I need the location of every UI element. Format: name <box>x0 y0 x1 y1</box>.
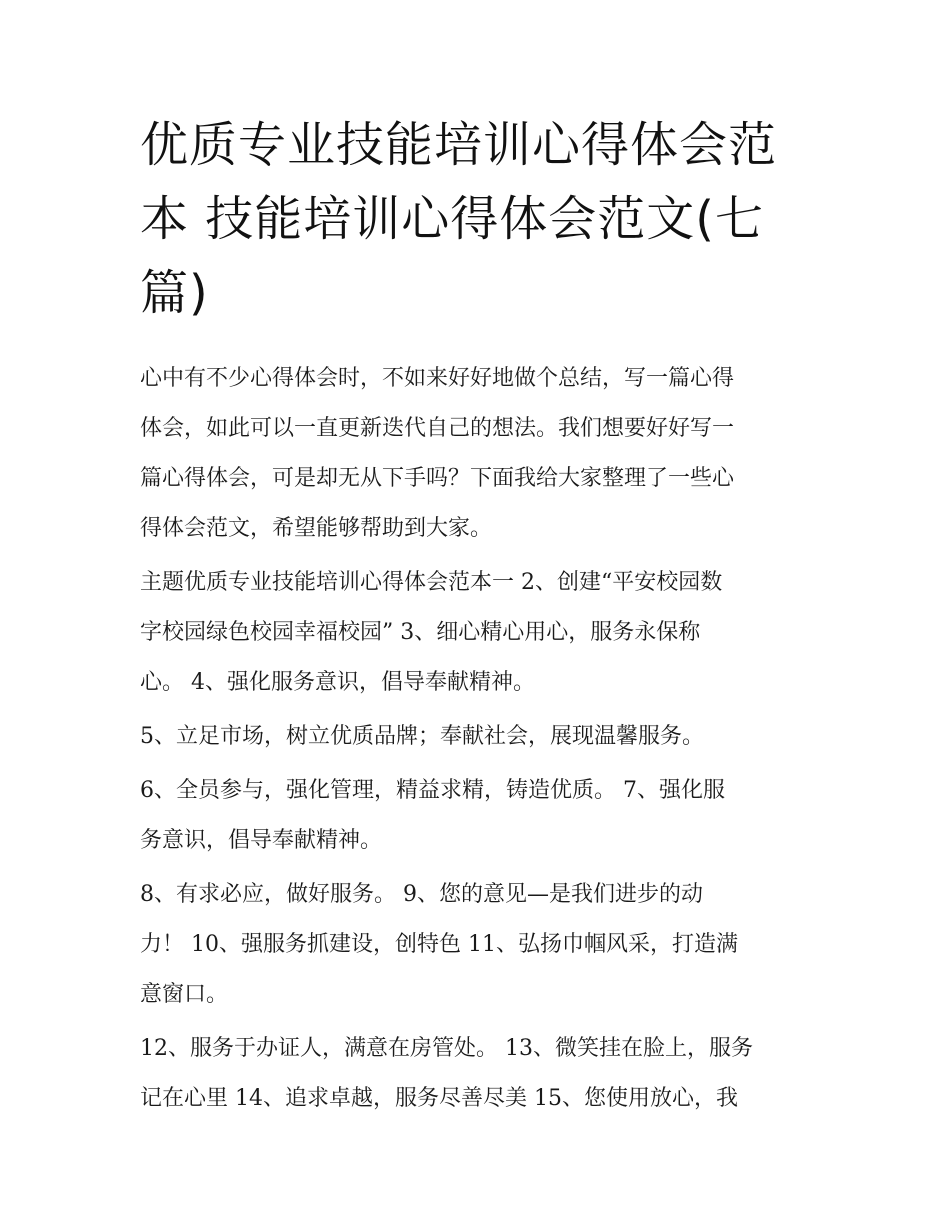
text-line: 心中有不少心得体会时，不如来好好地做个总结，写一篇心得 <box>140 366 735 391</box>
paragraph-slogans-1 <box>140 558 820 708</box>
paragraph-slogans-2 <box>140 712 820 762</box>
text-line: 8、有求必应，做好服务。 9、您的意见—是我们进步的动 <box>140 882 703 907</box>
text-line: 12、服务于办证人，满意在房管处。 13、微笑挂在脸上，服务 <box>140 1036 753 1061</box>
paragraph-slogans-3 <box>140 766 820 866</box>
text-line: 体会，如此可以一直更新迭代自己的想法。我们想要好好写一 <box>140 416 735 441</box>
title-line: 优质专业技能培训心得体会范 <box>140 117 778 173</box>
paragraph-slogans-5 <box>140 1024 820 1124</box>
text-line: 主题优质专业技能培训心得体会范本一 2、创建“平安校园数 <box>140 570 723 595</box>
text-line: 得体会范文，希望能够帮助到大家。 <box>140 516 493 541</box>
paragraph-intro <box>140 354 820 554</box>
text-line: 记在心里 14、追求卓越，服务尽善尽美 15、您使用放心，我 <box>140 1086 738 1111</box>
title-line: 本 技能培训心得体会范文(七 <box>140 191 764 247</box>
text-line: 篇心得体会，可是却无从下手吗？下面我给大家整理了一些心 <box>140 466 735 491</box>
document-title <box>140 108 820 330</box>
title-line: 篇) <box>140 265 209 321</box>
text-line: 5、立足市场，树立优质品牌；奉献社会，展现温馨服务。 <box>140 724 704 749</box>
text-line: 心。 4、强化服务意识，倡导奉献精神。 <box>140 670 535 695</box>
text-line: 力！ 10、强服务抓建设，创特色 11、弘扬巾帼风采，打造满 <box>140 932 738 957</box>
document-page <box>140 108 820 1128</box>
document-body <box>140 354 820 1124</box>
paragraph-slogans-4 <box>140 870 820 1020</box>
text-line: 6、全员参与，强化管理，精益求精，铸造优质。 7、强化服 <box>140 778 725 803</box>
text-line: 字校园绿色校园幸福校园” 3、细心精心用心，服务永保称 <box>140 620 701 645</box>
text-line: 务意识，倡导奉献精神。 <box>140 828 383 853</box>
text-line: 意窗口。 <box>140 982 229 1007</box>
